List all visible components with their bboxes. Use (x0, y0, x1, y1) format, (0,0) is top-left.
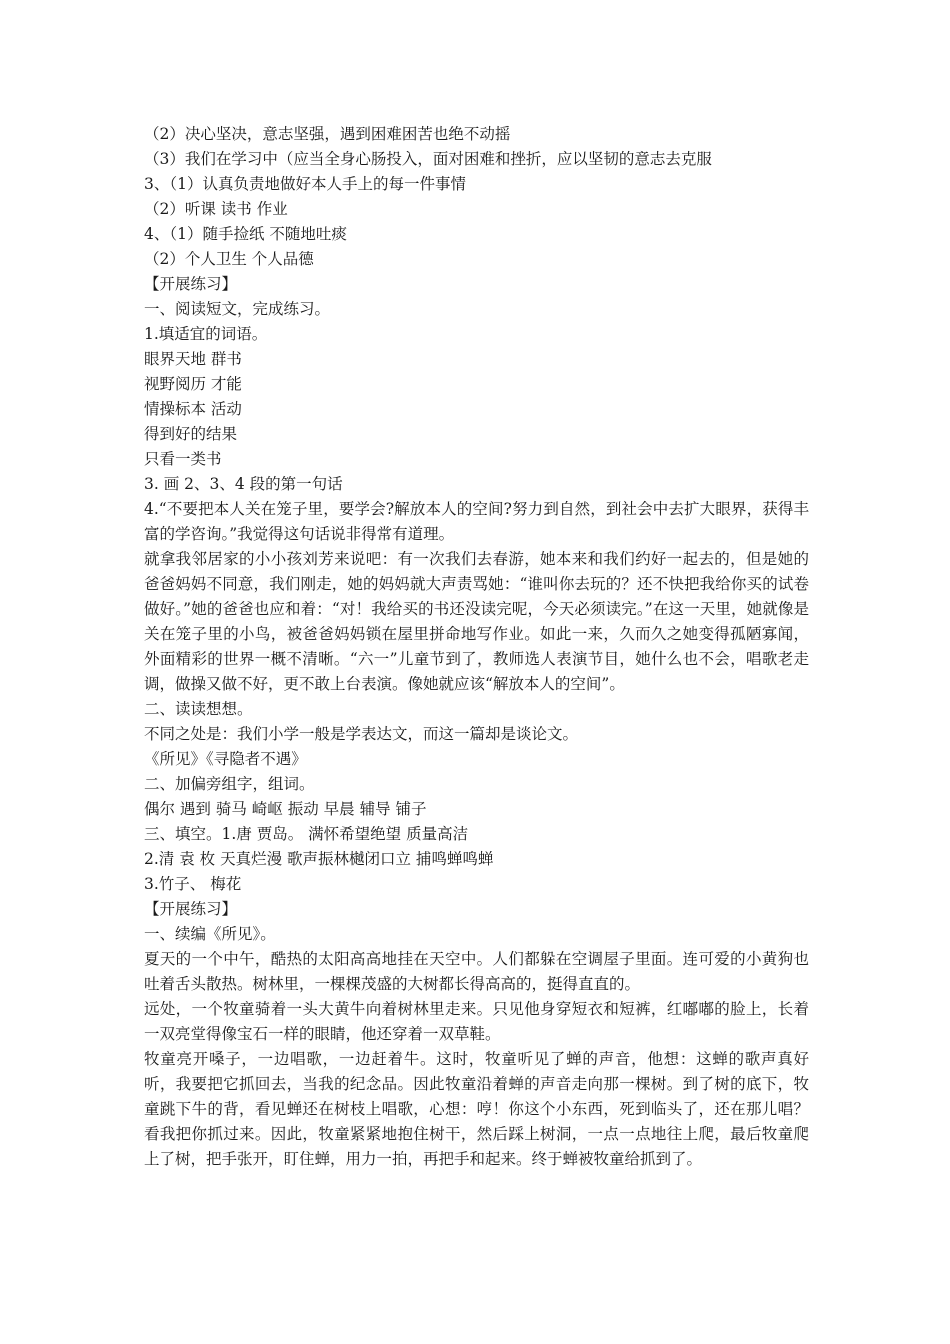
text-line: 只看一类书 (144, 450, 222, 468)
text-line: 三、填空。1.唐 贾岛。 满怀希望绝望 质量高洁 (144, 825, 469, 843)
text-line: 3. 画 2、3、4 段的第一句话 (144, 475, 343, 493)
text-line: 《所见》《寻隐者不遇》 (144, 750, 307, 768)
text-line: 一、阅读短文，完成练习。 (144, 300, 331, 318)
text-line: 眼界天地 群书 (144, 350, 242, 368)
section-heading: 【开展练习】 (144, 275, 238, 293)
text-line: 3、（1）认真负责地做好本人手上的每一件事情 (144, 175, 466, 193)
text-line: （2）个人卫生 个人品德 (144, 250, 314, 268)
text-line: 偶尔 遇到 骑马 崎岖 振动 早晨 辅导 铺子 (144, 800, 427, 818)
section-heading: 二、读读想想。 (144, 700, 253, 718)
text-line: 4、（1）随手捡纸 不随地吐痰 (144, 225, 347, 243)
document-page (144, 122, 809, 1172)
paragraph: 就拿我邻居家的小小孩刘芳来说吧：有一次我们去春游，她本来和我们约好一起去的，但是她的爸爸妈妈不同意，我们刚走，她的妈妈就大声责骂她：“谁叫你去玩的？还不快把我给你买的试卷做好。”她的爸爸也应和着：“对！我给买的书还没读完呢，今天必须读完。”在这一天里，她就像是关在笼子里的小鸟，被爸爸妈妈锁在屋里拼命地写作业。如此一来，久而久之她变得孤陋寡闻，外面精彩的世界一概不清晰。“六一”儿童节到了，教师选人表演节目，她什么也不会，唱歌老走调，做操又做不好，更不敢上台表演。像她就应该“解放本人的空间”。 (144, 550, 809, 693)
section-heading: 二、加偏旁组字，组词。 (144, 775, 315, 793)
paragraph: 牧童亮开嗓子，一边唱歌，一边赶着牛。这时，牧童听见了蝉的声音，他想：这蝉的歌声真好听，我要把它抓回去，当我的纪念品。因此牧童沿着蝉的声音走向那一棵树。到了树的底下，牧童跳下牛的背，看见蝉还在树枝上唱歌，心想：哼！你这个小东西，死到临头了，还在那儿唱？看我把你抓过来。因此，牧童紧紧地抱住树干，然后踩上树洞，一点一点地往上爬，最后牧童爬上了树，把手张开，盯住蝉，用力一拍，再把手和起来。终于蝉被牧童给抓到了。 (144, 1050, 809, 1168)
text-line: 3.竹子、 梅花 (144, 875, 242, 893)
text-line: 1.填适宜的词语。 (144, 325, 268, 343)
text-line: 情操标本 活动 (144, 400, 242, 418)
text-line: 一、续编《所见》。 (144, 925, 276, 943)
paragraph: 夏天的一个中午，酷热的太阳高高地挂在天空中。人们都躲在空调屋子里面。连可爱的小黄狗也吐着舌头散热。树林里，一棵棵茂盛的大树都长得高高的，挺得直直的。 (144, 950, 809, 993)
text-line: 视野阅历 才能 (144, 375, 242, 393)
text-line: 2.清 袁 枚 天真烂漫 歌声振林樾闭口立 捕鸣蝉鸣蝉 (144, 850, 494, 868)
text-line: （2）听课 读书 作业 (144, 200, 288, 218)
text-line: 得到好的结果 (144, 425, 238, 443)
section-heading: 【开展练习】 (144, 900, 238, 918)
text-line: 不同之处是：我们小学一般是学表达文，而这一篇却是谈论文。 (144, 725, 579, 743)
paragraph: 4.“不要把本人关在笼子里，要学会?解放本人的空间?努力到自然，到社会中去扩大眼界，获得丰富的学咨询。”我觉得这句话说非得常有道理。 (144, 500, 809, 543)
text-line: （3）我们在学习中（应当全身心肠投入，面对困难和挫折，应以坚韧的意志去克服 (144, 150, 712, 168)
text-line: （2）决心坚决，意志坚强，遇到困难困苦也绝不动摇 (144, 125, 511, 143)
paragraph: 远处，一个牧童骑着一头大黄牛向着树林里走来。只见他身穿短衣和短裤，红嘟嘟的脸上，长着一双亮堂得像宝石一样的眼睛，他还穿着一双草鞋。 (144, 1000, 809, 1043)
